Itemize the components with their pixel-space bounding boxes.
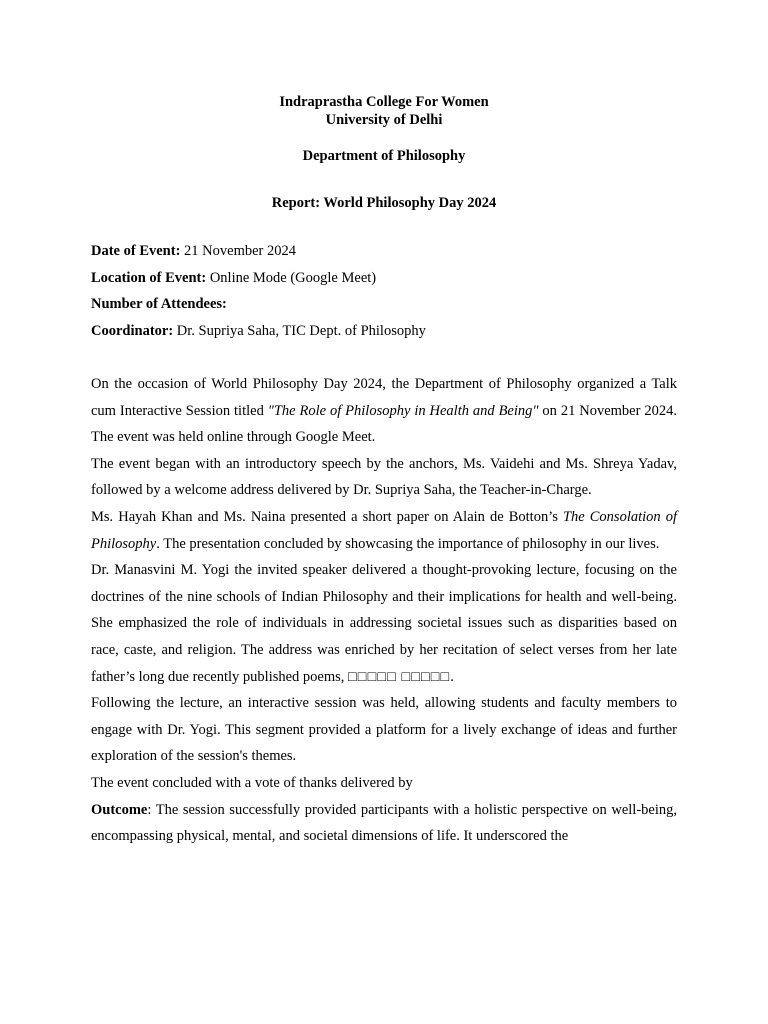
outcome-label: Outcome [91, 801, 148, 818]
location-value: Online Mode (Google Meet) [206, 269, 377, 286]
paragraph-lecture [91, 557, 677, 690]
paragraph-interactive: Following the lecture, an interactive session was held, allowing students and faculty members to engage with Dr. Yogi. This segment provided a platform for a lively exchange of ideas and further exploration of the session's themes. [91, 695, 677, 765]
location-label: Location of Event: [91, 269, 207, 286]
date-label: Date of Event: [91, 243, 181, 259]
paragraph-paper-text-b: . The presentation concluded by showcasing the importance of philosophy in our lives. [156, 535, 660, 552]
event-details [91, 238, 677, 344]
paragraph-paper [91, 504, 677, 557]
report-page [91, 94, 677, 850]
paragraph-lecture-text-b: . [450, 668, 454, 685]
coordinator-value: Dr. Supriya Saha, TIC Dept. of Philosophy [173, 322, 426, 339]
paragraph-intro-text-a: On the occasion of World Philosophy Day 2024, the Department of Philosophy organized a Talk cum Interactive Session titled [91, 376, 677, 419]
date-value: 21 November 2024 [180, 243, 296, 259]
location-row [91, 265, 677, 292]
paragraph-outcome [91, 797, 677, 850]
paragraph-intro-text-b: on 21 November 2024. The event was held online through Google Meet. [91, 402, 677, 446]
university-name: University of Delhi [325, 111, 443, 128]
department-name: Department of Philosophy [302, 148, 466, 164]
report-body [91, 371, 677, 850]
report-title: Report: World Philosophy Day 2024 [271, 194, 497, 211]
attendees-label: Number of Attendees: [91, 296, 227, 312]
attendees-row [91, 291, 677, 318]
paragraph-closing: The event concluded with a vote of thanks delivered by [91, 774, 413, 791]
college-name: Indraprastha College For Women [279, 94, 489, 110]
paragraph-intro [91, 371, 677, 451]
book-title: The Consolation of Philosophy [91, 508, 677, 552]
coordinator-row [91, 318, 677, 345]
session-title: "The Role of Philosophy in Health and Being" [267, 402, 539, 419]
paragraph-opening: The event began with an introductory speech by the anchors, Ms. Vaidehi and Ms. Shreya Yadav, followed by a welcome address delivered by Dr. Supriya Saha, the Teacher-in-Charge. [91, 455, 677, 499]
outcome-text: : The session successfully provided participants with a holistic perspective on well-being, encompassing physical, mental, and societal dimensions of life. It underscored the [91, 801, 677, 845]
paragraph-paper-text-a: Ms. Hayah Khan and Ms. Naina presented a short paper on Alain de Botton’s [91, 508, 563, 525]
poems-title: □□□□□ □□□□□ [348, 668, 451, 685]
paragraph-lecture-text-a: Dr. Manasvini M. Yogi the invited speaker delivered a thought-provoking lecture, focusing on the doctrines of the nine schools of Indian Philosophy and their implications for health and well-being. She emphasized the role of individuals in addressing societal issues such as disparities based on race, caste, and religion. The address was enriched by her recitation of select verses from her late father’s long due recently published poems, [91, 562, 677, 685]
coordinator-label: Coordinator: [91, 322, 174, 339]
date-row [91, 238, 677, 265]
